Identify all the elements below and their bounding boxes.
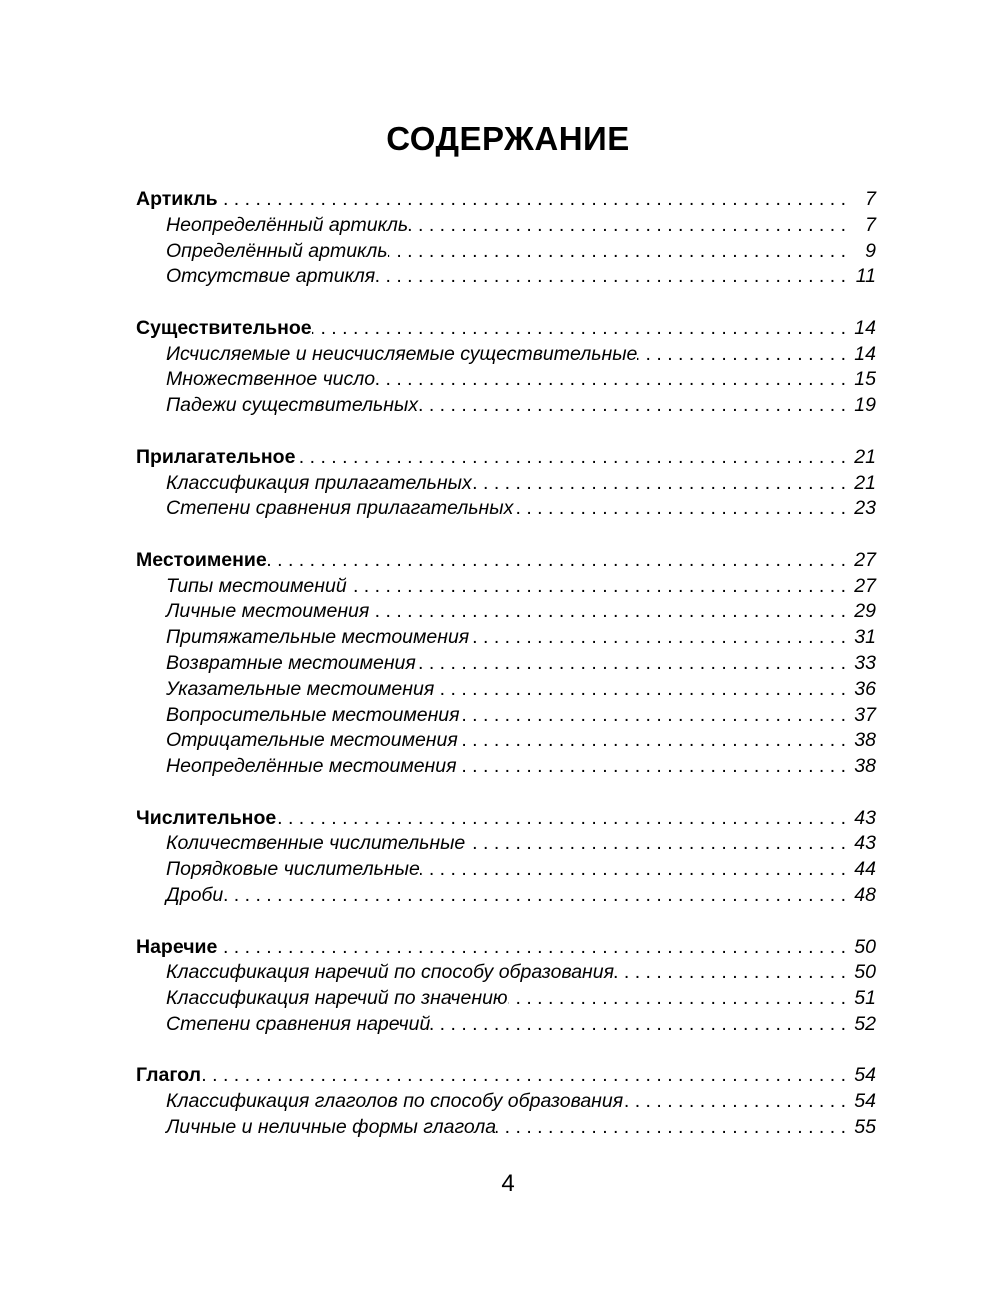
toc-entry-title: Артикль <box>136 188 218 210</box>
dot-leader <box>472 471 850 497</box>
toc-entry-title: Дроби <box>166 884 224 907</box>
toc-entry-title: Множественное число <box>166 368 376 391</box>
dot-leader <box>388 239 851 265</box>
dot-leader <box>347 574 850 600</box>
toc-subsection-row <box>136 728 876 754</box>
toc-page-number: 43 <box>854 832 876 855</box>
toc-subsection-row <box>136 651 876 677</box>
toc-entry-title: Глагол <box>136 1064 201 1087</box>
toc-page-number: 55 <box>854 1116 876 1139</box>
toc-entry-title: Вопросительные местоимения <box>166 703 460 726</box>
toc-subsection-row <box>136 677 876 703</box>
toc-page-number: 29 <box>854 600 876 623</box>
toc-section <box>136 935 876 1038</box>
dot-leader <box>614 960 850 986</box>
dot-leader <box>458 728 850 754</box>
toc-subsection-row <box>136 960 876 986</box>
dot-leader <box>201 1063 850 1089</box>
toc-subsection-row <box>136 393 876 419</box>
toc-entry-title: Классификация прилагательных <box>166 471 472 494</box>
toc-entry-title: Числительное <box>136 806 277 829</box>
toc-chapter-row <box>136 935 876 961</box>
toc-page-number: 33 <box>854 652 876 675</box>
toc-page-number: 51 <box>854 987 876 1010</box>
toc-page-number: 27 <box>854 574 876 597</box>
toc-page-number: 23 <box>854 497 876 520</box>
toc-subsection-row <box>136 986 876 1012</box>
toc-entry-title: Типы местоимений <box>166 574 347 597</box>
toc-chapter-row <box>136 445 876 471</box>
dot-leader <box>637 342 850 368</box>
toc-page-number: 52 <box>854 1012 876 1035</box>
toc-page-number: 50 <box>854 935 876 958</box>
toc-page-number: 11 <box>855 265 876 288</box>
toc-section <box>136 548 876 780</box>
toc-subsection-row <box>136 754 876 780</box>
toc-page-number: 54 <box>854 1090 876 1113</box>
toc-page-number: 38 <box>854 755 876 778</box>
dot-leader <box>375 264 850 290</box>
dot-leader <box>369 599 850 625</box>
toc-chapter-row <box>136 316 876 342</box>
toc-page-number: 14 <box>854 342 876 365</box>
toc-subsection-row <box>136 213 876 239</box>
toc-page-number: 36 <box>854 677 876 700</box>
toc-entry-title: Определённый артикль <box>166 239 388 262</box>
toc-page-number: 7 <box>865 188 876 210</box>
toc-entry-title: Личные местоимения <box>166 600 370 623</box>
toc-entry-title: Указательные местоимения <box>166 677 435 700</box>
toc-subsection-row <box>136 599 876 625</box>
page-number: 4 <box>501 1170 515 1197</box>
toc-entry-title: Местоимение <box>136 548 267 571</box>
dot-leader <box>513 496 850 522</box>
dot-leader <box>508 986 850 1012</box>
toc-subsection-row <box>136 264 876 290</box>
dot-leader <box>420 857 850 883</box>
toc-chapter-row <box>136 548 876 574</box>
toc-entry-title: Существительное <box>136 316 312 339</box>
toc-entry-title: Степени сравнения прилагательных <box>166 497 514 520</box>
toc-subsection-row <box>136 625 876 651</box>
toc-entry-title: Классификация наречий по значению <box>166 987 508 1010</box>
toc-entry-title: Личные и неличные формы глагола <box>166 1116 497 1139</box>
dot-leader <box>295 445 850 471</box>
toc-entry-title: Падежи существительных <box>166 394 419 417</box>
dot-leader <box>276 806 850 832</box>
toc-page-number: 15 <box>854 368 876 391</box>
toc-page-number: 48 <box>854 884 876 907</box>
toc-subsection-row <box>136 471 876 497</box>
table-of-contents <box>136 187 876 1167</box>
toc-chapter-row <box>136 806 876 832</box>
toc-subsection-row <box>136 239 876 265</box>
toc-page-number: 21 <box>854 471 876 494</box>
dot-leader <box>408 213 850 239</box>
toc-entry-title: Количественные числительные <box>166 832 466 855</box>
toc-entry-title: Степени сравнения наречий <box>166 1012 431 1035</box>
dot-leader <box>223 883 850 909</box>
dot-leader <box>416 651 850 677</box>
toc-page-number: 14 <box>854 316 876 339</box>
toc-chapter-row <box>136 187 876 213</box>
toc-entry-title: Неопределённые местоимения <box>166 755 457 778</box>
dot-leader <box>434 677 850 703</box>
dot-leader <box>418 393 850 419</box>
dot-leader <box>496 1115 850 1141</box>
toc-entry-title: Неопределённый артикль <box>166 213 409 236</box>
toc-subsection-row <box>136 342 876 368</box>
dot-leader <box>465 831 850 857</box>
dot-leader <box>623 1089 850 1115</box>
toc-entry-title: Порядковые числительные <box>166 858 420 881</box>
toc-subsection-row <box>136 1012 876 1038</box>
toc-page-number: 19 <box>854 394 876 417</box>
toc-subsection-row <box>136 496 876 522</box>
dot-leader <box>375 367 850 393</box>
toc-section <box>136 445 876 522</box>
toc-section <box>136 806 876 909</box>
toc-entry-title: Классификация глаголов по способу образования <box>166 1090 624 1113</box>
dot-leader <box>460 703 850 729</box>
toc-page-number: 38 <box>854 729 876 752</box>
toc-subsection-row <box>136 857 876 883</box>
dot-leader <box>218 187 850 213</box>
toc-subsection-row <box>136 367 876 393</box>
dot-leader <box>430 1012 850 1038</box>
dot-leader <box>267 548 850 574</box>
page-title: СОДЕРЖАНИЕ <box>386 120 630 157</box>
toc-section <box>136 1063 876 1140</box>
toc-entry-title: Отсутствие артикля <box>166 265 376 288</box>
toc-page-number: 43 <box>854 806 876 829</box>
toc-page-number: 7 <box>865 213 876 236</box>
toc-page-number: 27 <box>854 548 876 571</box>
dot-leader <box>312 316 850 342</box>
toc-entry-title: Наречие <box>136 935 218 958</box>
toc-page-number: 21 <box>854 445 876 468</box>
toc-page-number: 9 <box>865 239 876 262</box>
toc-subsection-row <box>136 703 876 729</box>
toc-entry-title: Прилагательное <box>136 445 296 468</box>
toc-page-number: 31 <box>854 626 876 649</box>
toc-page-number: 37 <box>854 703 876 726</box>
dot-leader <box>469 625 850 651</box>
toc-subsection-row <box>136 574 876 600</box>
toc-entry-title: Классификация наречий по способу образования <box>166 961 615 984</box>
toc-page-number: 54 <box>854 1064 876 1087</box>
toc-page-number: 44 <box>854 858 876 881</box>
toc-section <box>136 316 876 419</box>
toc-entry-title: Исчисляемые и неисчисляемые существительные <box>166 342 638 365</box>
toc-chapter-row <box>136 1063 876 1089</box>
toc-subsection-row <box>136 883 876 909</box>
toc-subsection-row <box>136 831 876 857</box>
toc-entry-title: Отрицательные местоимения <box>166 729 458 752</box>
dot-leader <box>457 754 850 780</box>
toc-entry-title: Притяжательные местоимения <box>166 626 470 649</box>
toc-section <box>136 187 876 290</box>
toc-page-number: 50 <box>854 961 876 984</box>
toc-entry-title: Возвратные местоимения <box>166 652 416 675</box>
dot-leader <box>217 935 850 961</box>
toc-subsection-row <box>136 1115 876 1141</box>
toc-subsection-row <box>136 1089 876 1115</box>
